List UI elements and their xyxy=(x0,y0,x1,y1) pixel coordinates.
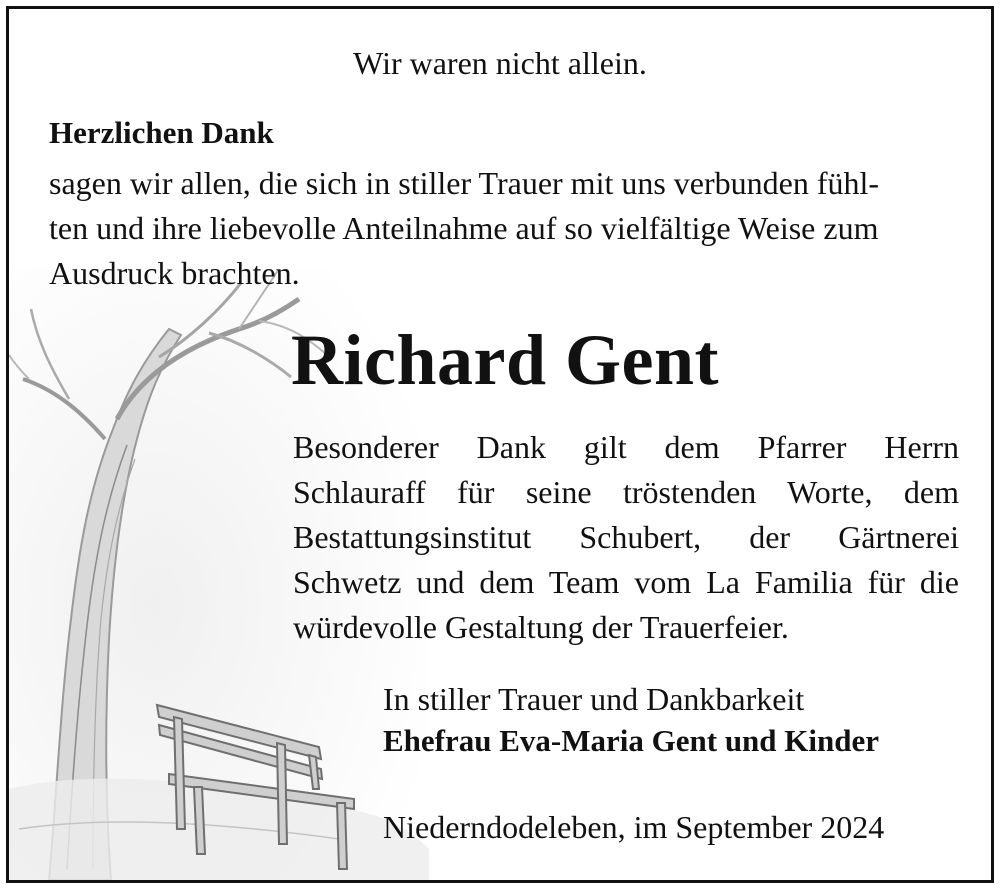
thanks-line: ten und ihre liebevolle Anteilnahme auf so vielfältige Weise zum xyxy=(49,210,879,246)
mourning-line: In stiller Trauer und Dankbarkeit xyxy=(383,681,805,717)
special-thanks-line: Schlauraff für seine tröstenden Worte, dem xyxy=(293,474,959,510)
place-and-date: Niederndodeleben, im September 2024 xyxy=(383,809,885,845)
special-thanks-line: Schwetz und dem Team vom La Familia für die xyxy=(293,564,959,600)
thanks-paragraph xyxy=(49,161,969,296)
deceased-name: Richard Gent xyxy=(291,320,719,400)
special-thanks-paragraph xyxy=(293,425,959,650)
thanks-heading: Herzlichen Dank xyxy=(49,115,274,150)
thanks-line: Ausdruck brachten. xyxy=(49,255,300,291)
obituary-card xyxy=(6,6,994,883)
motto: Wir waren nicht allein. xyxy=(353,45,647,81)
thanks-line: sagen wir allen, die sich in stiller Trauer mit uns verbunden fühl- xyxy=(49,165,880,201)
family-signature: Ehefrau Eva-Maria Gent und Kinder xyxy=(383,723,880,758)
special-thanks-line: Bestattungsinstitut Schubert, der Gärtnerei xyxy=(293,519,959,555)
special-thanks-line: würdevolle Gestaltung der Trauerfeier. xyxy=(293,609,789,645)
special-thanks-line: Besonderer Dank gilt dem Pfarrer Herrn xyxy=(293,429,959,465)
